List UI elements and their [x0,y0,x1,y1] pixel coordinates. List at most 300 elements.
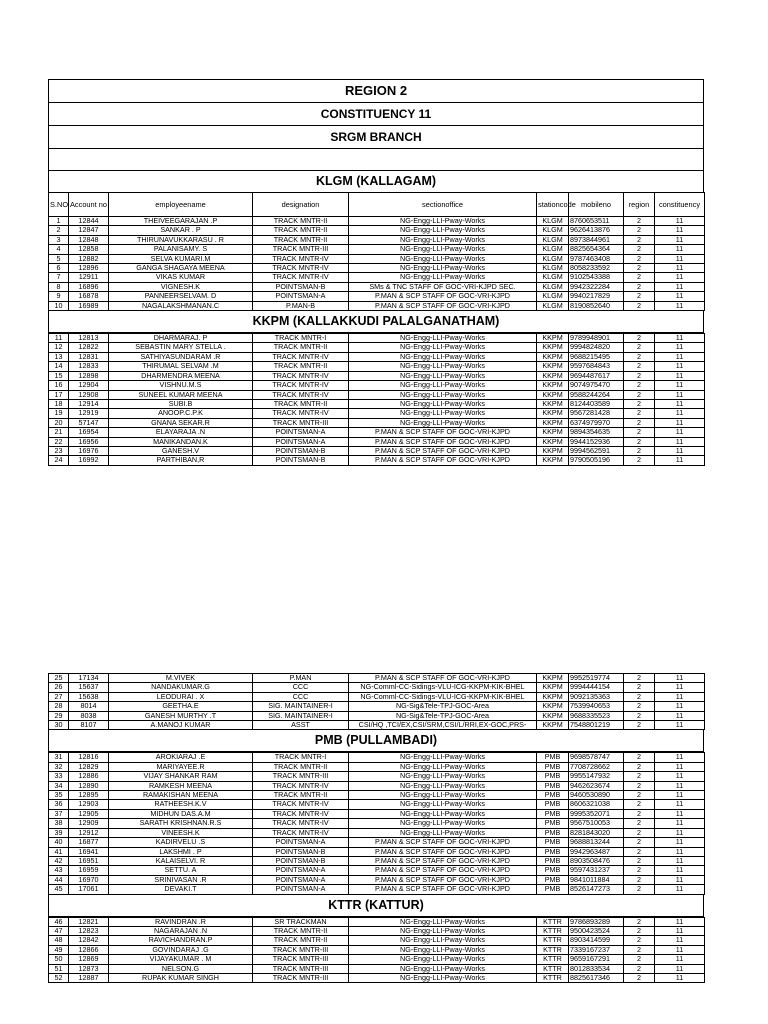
table-row [49,301,705,310]
region-cell: 2 [624,945,655,954]
section-office-cell: NG-Engg-LLI-Pway-Works [349,800,537,809]
sno-cell: 12 [49,343,69,352]
constituency-cell: 11 [655,334,705,343]
account-cell: 12903 [69,800,109,809]
employee-name-cell: ELAYARAJA .N [109,428,253,437]
employee-name-cell: M.VIVEK [109,674,253,683]
sno-cell: 32 [49,762,69,771]
sno-cell: 52 [49,973,69,982]
station-code-cell: KKPM [537,362,569,371]
employee-name-cell: RUPAK KUMAR SINGH [109,973,253,982]
sno-cell: 44 [49,875,69,884]
mobile-cell: 9659167291 [569,955,624,964]
region-cell: 2 [624,674,655,683]
table-row [49,362,705,371]
col-region: region [624,193,655,217]
designation-cell: TRACK MNTR-II [253,362,349,371]
region-cell: 2 [624,809,655,818]
kttr-table [48,917,705,984]
table-row [49,245,705,254]
constituency-cell: 11 [655,245,705,254]
station-code-cell: KKPM [537,399,569,408]
section-office-cell: NG-Engg-LLI-Pway-Works [349,245,537,254]
section-office-cell: P.MAN & SCP STAFF OF GOC-VRI-KJPD [349,838,537,847]
klgm-table [48,192,705,311]
station-code-cell: KLGM [537,301,569,310]
constituency-cell: 11 [655,791,705,800]
designation-cell: SR TRACKMAN [253,917,349,926]
employee-name-cell: SUNEEL KUMAR MEENA [109,390,253,399]
section-kkpm: KKPM (KALLAKKUDI PALALGANATHAM) [48,311,704,333]
region-cell: 2 [624,381,655,390]
account-cell: 12844 [69,217,109,226]
account-cell: 16989 [69,301,109,310]
mobile-cell: 9460530890 [569,791,624,800]
region-cell: 2 [624,273,655,282]
account-cell: 16992 [69,456,109,465]
employee-name-cell: MARIYAYEE.R [109,762,253,771]
mobile-cell: 8124403589 [569,399,624,408]
section-office-cell: NG-Engg-LLI-Pway-Works [349,273,537,282]
section-office-cell: NG-Engg-LLI-Pway-Works [349,791,537,800]
employee-name-cell: VINEESH.K [109,828,253,837]
region-cell: 2 [624,428,655,437]
employee-name-cell: RAVINDRAN .R [109,917,253,926]
designation-cell: TRACK MNTR-IV [253,828,349,837]
sno-cell: 38 [49,819,69,828]
account-cell: 12882 [69,254,109,263]
col-stationcode: stationcode [537,193,569,217]
mobile-cell: 8825654364 [569,245,624,254]
constituency-cell: 11 [655,692,705,701]
constituency-cell: 11 [655,456,705,465]
employee-name-cell: ANOOP.C.P.K [109,409,253,418]
employee-name-cell: NAGARAJAN .N [109,926,253,935]
constituency-cell: 11 [655,772,705,781]
table-row [49,885,705,894]
page-one [48,79,704,466]
region-title: REGION 2 [48,79,704,102]
station-code-cell: KKPM [537,409,569,418]
section-office-cell: NG-Engg-LLI-Pway-Works [349,926,537,935]
page-two [48,673,704,983]
station-code-cell: KLGM [537,264,569,273]
account-cell: 12873 [69,964,109,973]
mobile-cell: 7548801219 [569,721,624,730]
sno-cell: 39 [49,828,69,837]
region-cell: 2 [624,711,655,720]
station-code-cell: KKPM [537,418,569,427]
section-office-cell: NG-Engg-LLI-Pway-Works [349,809,537,818]
section-pmb: PMB (PULLAMBADI) [48,730,704,752]
constituency-cell: 11 [655,781,705,790]
sno-cell: 46 [49,917,69,926]
designation-cell: POINTSMAN-A [253,885,349,894]
constituency-cell: 11 [655,926,705,935]
table-row [49,847,705,856]
sno-cell: 42 [49,856,69,865]
constituency-cell: 11 [655,753,705,762]
sno-cell: 30 [49,721,69,730]
designation-cell: POINTSMAN-A [253,866,349,875]
mobile-cell: 8825617346 [569,973,624,982]
section-office-cell: NG-Engg-LLI-Pway-Works [349,781,537,790]
designation-cell: TRACK MNTR-IV [253,254,349,263]
constituency-cell: 11 [655,875,705,884]
station-code-cell: KKPM [537,437,569,446]
sno-cell: 9 [49,292,69,301]
section-office-cell: NG-Engg-LLI-Pway-Works [349,381,537,390]
constituency-cell: 11 [655,343,705,352]
region-cell: 2 [624,838,655,847]
constituency-cell: 11 [655,428,705,437]
section-klgm: KLGM (KALLAGAM) [48,170,704,192]
mobile-cell: 8760653511 [569,217,624,226]
constituency-cell: 11 [655,964,705,973]
station-code-cell: PMB [537,847,569,856]
employee-name-cell: DHARMENDRA MEENA [109,371,253,380]
designation-cell: TRACK MNTR-III [253,945,349,954]
station-code-cell: PMB [537,885,569,894]
sno-cell: 25 [49,674,69,683]
sno-cell: 5 [49,254,69,263]
region-cell: 2 [624,456,655,465]
employee-name-cell: VIJAY SHANKAR RAM [109,772,253,781]
account-cell: 16941 [69,847,109,856]
station-code-cell: KLGM [537,226,569,235]
table-row [49,936,705,945]
section-office-cell: NG-Engg-LLI-Pway-Works [349,762,537,771]
kkpm-table [48,333,705,466]
employee-name-cell: GANESH MURTHY .T [109,711,253,720]
mobile-cell: 8190852640 [569,301,624,310]
account-cell: 12895 [69,791,109,800]
station-code-cell: KKPM [537,334,569,343]
employee-name-cell: GNANA SEKAR.R [109,418,253,427]
constituency-cell: 11 [655,866,705,875]
employee-name-cell: NELSON.G [109,964,253,973]
sno-cell: 35 [49,791,69,800]
region-cell: 2 [624,217,655,226]
mobile-cell: 9688215495 [569,352,624,361]
constituency-title: CONSTITUENCY 11 [48,102,704,125]
sno-cell: 37 [49,809,69,818]
mobile-cell: 6374979970 [569,418,624,427]
region-cell: 2 [624,781,655,790]
account-cell: 12905 [69,809,109,818]
section-office-cell: NG-Engg-LLI-Pway-Works [349,362,537,371]
sno-cell: 20 [49,418,69,427]
region-cell: 2 [624,926,655,935]
sno-cell: 18 [49,399,69,408]
constituency-cell: 11 [655,437,705,446]
designation-cell: TRACK MNTR-II [253,762,349,771]
region-cell: 2 [624,772,655,781]
mobile-cell: 9841011884 [569,875,624,884]
employee-name-cell: PANNEERSELVAM. D [109,292,253,301]
employee-name-cell: SATHIYASUNDARAM .R [109,352,253,361]
designation-cell: POINTSMAN-A [253,292,349,301]
section-office-cell: NG-Comml-CC-Sidings-VLU-ICG-KKPM-KIK-BHEL [349,692,537,701]
constituency-cell: 11 [655,273,705,282]
station-code-cell: PMB [537,856,569,865]
account-cell: 15638 [69,692,109,701]
account-cell: 17061 [69,885,109,894]
constituency-cell: 11 [655,399,705,408]
constituency-cell: 11 [655,973,705,982]
section-office-cell: NG-Engg-LLI-Pway-Works [349,399,537,408]
mobile-cell: 9688813244 [569,838,624,847]
station-code-cell: KKPM [537,721,569,730]
mobile-cell: 9944152936 [569,437,624,446]
designation-cell: TRACK MNTR-IV [253,409,349,418]
section-office-cell: NG-Engg-LLI-Pway-Works [349,964,537,973]
employee-name-cell: SUBI.B [109,399,253,408]
employee-name-cell: NANDAKUMAR.G [109,683,253,692]
employee-name-cell: PALANISAMY. S [109,245,253,254]
employee-name-cell: LAKSHMI . P [109,847,253,856]
sno-cell: 33 [49,772,69,781]
mobile-cell: 9462623674 [569,781,624,790]
constituency-cell: 11 [655,371,705,380]
sno-cell: 19 [49,409,69,418]
designation-cell: TRACK MNTR-II [253,399,349,408]
mobile-cell: 9940217829 [569,292,624,301]
header-row [49,193,705,217]
account-cell: 12848 [69,235,109,244]
table-row [49,866,705,875]
designation-cell: POINTSMAN-B [253,856,349,865]
designation-cell: TRACK MNTR-IV [253,800,349,809]
mobile-cell: 8058233592 [569,264,624,273]
region-cell: 2 [624,371,655,380]
designation-cell: TRACK MNTR-IV [253,390,349,399]
constituency-cell: 11 [655,885,705,894]
designation-cell: POINTSMAN-B [253,847,349,856]
col-account: Account no [69,193,109,217]
section-office-cell: P.MAN & SCP STAFF OF GOC-VRI-KJPD [349,885,537,894]
mobile-cell: 7339167237 [569,945,624,954]
region-cell: 2 [624,418,655,427]
account-cell: 12886 [69,772,109,781]
sno-cell: 34 [49,781,69,790]
section-office-cell: NG-Engg-LLI-Pway-Works [349,819,537,828]
region-cell: 2 [624,235,655,244]
designation-cell: CCC [253,683,349,692]
constituency-cell: 11 [655,809,705,818]
section-kttr: KTTR (KATTUR) [48,895,704,917]
region-cell: 2 [624,683,655,692]
mobile-cell: 9790505196 [569,456,624,465]
col-sectionoffice: sectionoffice [349,193,537,217]
col-sno: S.NO [49,193,69,217]
constituency-cell: 11 [655,936,705,945]
constituency-cell: 11 [655,390,705,399]
sno-cell: 31 [49,753,69,762]
section-office-cell: NG-Engg-LLI-Pway-Works [349,828,537,837]
region-cell: 2 [624,292,655,301]
employee-name-cell: LEODURAI . X [109,692,253,701]
sno-cell: 48 [49,936,69,945]
designation-cell: TRACK MNTR-IV [253,819,349,828]
designation-cell: P.MAN-B [253,301,349,310]
section-office-cell: NG-Engg-LLI-Pway-Works [349,418,537,427]
station-code-cell: KKPM [537,371,569,380]
station-code-cell: KTTR [537,955,569,964]
employee-name-cell: SANKAR . P [109,226,253,235]
constituency-cell: 11 [655,838,705,847]
constituency-cell: 11 [655,217,705,226]
mobile-cell: 9955147932 [569,772,624,781]
table-row [49,838,705,847]
sno-cell: 51 [49,964,69,973]
sno-cell: 45 [49,885,69,894]
employee-name-cell: SETTU. A [109,866,253,875]
designation-cell: TRACK MNTR-III [253,973,349,982]
mobile-cell: 8526147273 [569,885,624,894]
designation-cell: TRACK MNTR-IV [253,352,349,361]
account-cell: 17134 [69,674,109,683]
section-office-cell: NG-Engg-LLI-Pway-Works [349,936,537,945]
station-code-cell: KLGM [537,292,569,301]
account-cell: 16976 [69,446,109,455]
mobile-cell: 9567281428 [569,409,624,418]
designation-cell: SIG. MAINTAINER-I [253,711,349,720]
account-cell: 12821 [69,917,109,926]
region-cell: 2 [624,800,655,809]
constituency-cell: 11 [655,955,705,964]
constituency-cell: 11 [655,762,705,771]
section-office-cell: NG-Engg-LLI-Pway-Works [349,772,537,781]
designation-cell: TRACK MNTR-III [253,418,349,427]
account-cell: 12847 [69,226,109,235]
account-cell: 16878 [69,292,109,301]
station-code-cell: PMB [537,838,569,847]
designation-cell: POINTSMAN-B [253,456,349,465]
sno-cell: 49 [49,945,69,954]
section-office-cell: P.MAN & SCP STAFF OF GOC-VRI-KJPD [349,866,537,875]
designation-cell: TRACK MNTR-IV [253,381,349,390]
mobile-cell: 9698578747 [569,753,624,762]
region-cell: 2 [624,352,655,361]
employee-name-cell: GEETHA.E [109,702,253,711]
account-cell: 12898 [69,371,109,380]
mobile-cell: 8281843020 [569,828,624,837]
station-code-cell: KLGM [537,245,569,254]
col-constituency: constituency [655,193,705,217]
designation-cell: TRACK MNTR-II [253,343,349,352]
station-code-cell: KKPM [537,343,569,352]
station-code-cell: KKPM [537,390,569,399]
section-office-cell: NG-Engg-LLI-Pway-Works [349,390,537,399]
mobile-cell: 9994444154 [569,683,624,692]
account-cell: 12866 [69,945,109,954]
region-cell: 2 [624,847,655,856]
table-row [49,390,705,399]
station-code-cell: KKPM [537,446,569,455]
section-office-cell: NG-Comml-CC-Sidings-VLU-ICG-KKPM-KIK-BHEL [349,683,537,692]
employee-name-cell: RAMKESH MEENA [109,781,253,790]
account-cell: 8038 [69,711,109,720]
account-cell: 8014 [69,702,109,711]
employee-name-cell: THIRUMAL SELVAM .M [109,362,253,371]
account-cell: 12869 [69,955,109,964]
table-row [49,753,705,762]
mobile-cell: 9994824820 [569,343,624,352]
sno-cell: 2 [49,226,69,235]
sno-cell: 10 [49,301,69,310]
sno-cell: 1 [49,217,69,226]
mobile-cell: 9994562591 [569,446,624,455]
region-cell: 2 [624,446,655,455]
region-cell: 2 [624,964,655,973]
station-code-cell: PMB [537,866,569,875]
account-cell: 12908 [69,390,109,399]
sno-cell: 16 [49,381,69,390]
region-cell: 2 [624,917,655,926]
region-cell: 2 [624,362,655,371]
sno-cell: 21 [49,428,69,437]
section-office-cell: NG-Engg-LLI-Pway-Works [349,352,537,361]
employee-name-cell: RAMAKISHAN MEENA [109,791,253,800]
station-code-cell: PMB [537,875,569,884]
station-code-cell: KLGM [537,235,569,244]
designation-cell: POINTSMAN-B [253,282,349,291]
col-designation: designation [253,193,349,217]
sno-cell: 41 [49,847,69,856]
sno-cell: 8 [49,282,69,291]
designation-cell: ASST [253,721,349,730]
sno-cell: 3 [49,235,69,244]
station-code-cell: PMB [537,791,569,800]
account-cell: 16954 [69,428,109,437]
mobile-cell: 9952519774 [569,674,624,683]
sno-cell: 26 [49,683,69,692]
table-row [49,702,705,711]
account-cell: 16896 [69,282,109,291]
sno-cell: 40 [49,838,69,847]
designation-cell: TRACK MNTR-II [253,235,349,244]
constituency-cell: 11 [655,945,705,954]
mobile-cell: 8012833534 [569,964,624,973]
table-row [49,819,705,828]
section-office-cell: NG-Engg-LLI-Pway-Works [349,264,537,273]
employee-name-cell: GOVINDARAJ .G [109,945,253,954]
mobile-cell: 8903508476 [569,856,624,865]
region-cell: 2 [624,254,655,263]
section-office-cell: NG-Engg-LLI-Pway-Works [349,217,537,226]
sno-cell: 22 [49,437,69,446]
region-cell: 2 [624,437,655,446]
mobile-cell: 9626413876 [569,226,624,235]
mobile-cell: 9092135363 [569,692,624,701]
account-cell: 12816 [69,753,109,762]
section-office-cell: P.MAN & SCP STAFF OF GOC-VRI-KJPD [349,456,537,465]
mobile-cell: 8606321038 [569,800,624,809]
designation-cell: POINTSMAN-A [253,838,349,847]
station-code-cell: PMB [537,809,569,818]
region-cell: 2 [624,301,655,310]
section-office-cell: P.MAN & SCP STAFF OF GOC-VRI-KJPD [349,856,537,865]
constituency-cell: 11 [655,721,705,730]
account-cell: 12829 [69,762,109,771]
sno-cell: 11 [49,334,69,343]
region-cell: 2 [624,866,655,875]
section-office-cell: P.MAN & SCP STAFF OF GOC-VRI-KJPD [349,301,537,310]
station-code-cell: KKPM [537,456,569,465]
account-cell: 16959 [69,866,109,875]
constituency-cell: 11 [655,674,705,683]
